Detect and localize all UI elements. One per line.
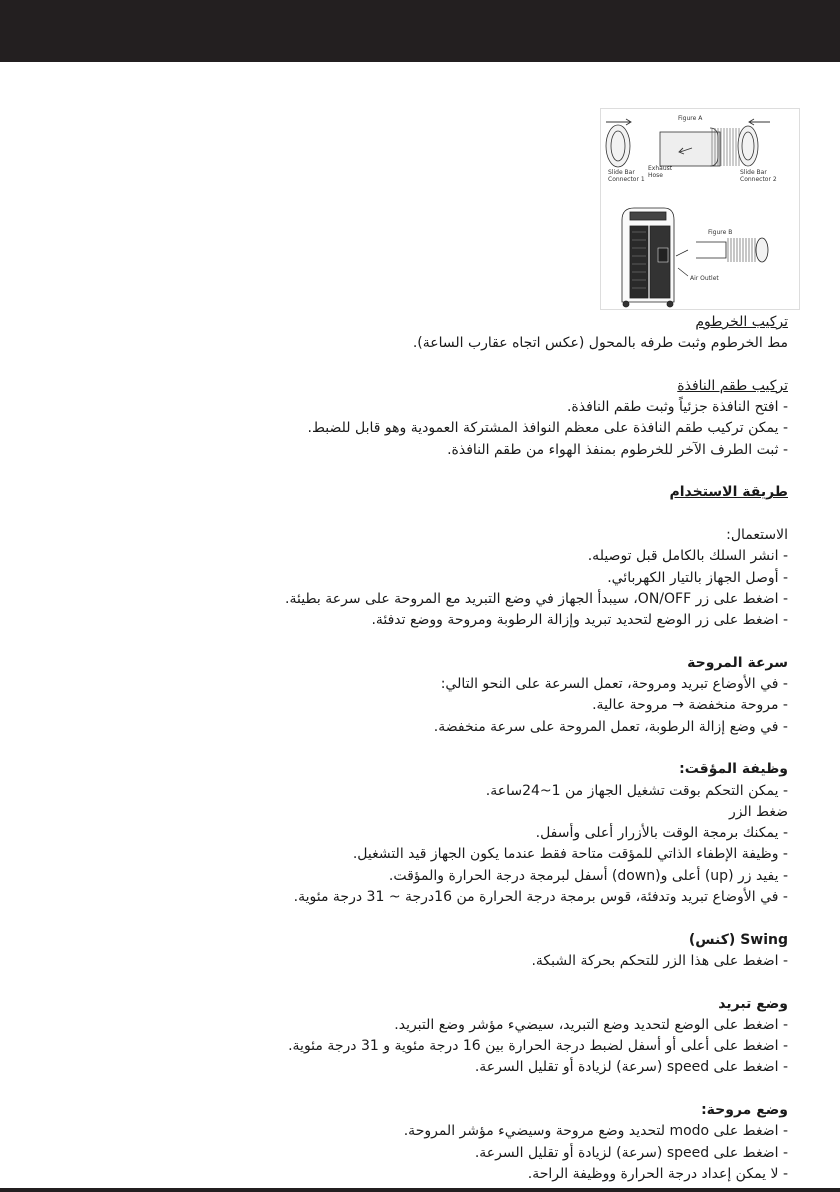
section-line: - مروحة منخفضة → مروحة عالية.: [592, 697, 788, 714]
section-line: - اضغط على زر ON/OFF، سيبدأ الجهاز في وضع التبريد مع المروحة على سرعة بطيئة.: [285, 590, 788, 607]
section-title-fan-speed: سرعة المروحة: [687, 654, 788, 671]
section-title-usage: الاستعمال:: [726, 526, 788, 543]
section-line: - أوصل الجهاز بالتيار الكهربائي.: [607, 569, 788, 586]
slide-bar-connector-1-label-line1: Slide Bar: [608, 169, 635, 176]
section-line: - لا يمكن إعداد درجة الحرارة ووظيفة الراحة.: [527, 1165, 788, 1182]
section-title-timer-function: وظيفة المؤقت:: [679, 761, 788, 778]
section-line: - في وضع إزالة الرطوبة، تعمل المروحة على سرعة منخفضة.: [433, 718, 788, 735]
section-line: - في الأوضاع تبريد وتدفئة، قوس برمجة درجة الحرارة من 16درجة ~ 31 درجة مئوية.: [293, 889, 788, 906]
section-line: - في الأوضاع تبريد ومروحة، تعمل السرعة على النحو التالي:: [440, 676, 788, 693]
slide-bar-connector-2-label-line1: Slide Bar: [740, 169, 767, 176]
section-line: - افتح النافذة جزئياً وثبت طقم النافذة.: [566, 399, 788, 416]
section-line: - اضغط على الوضع لتحديد وضع التبريد، سيضيء مؤشر وضع التبريد.: [394, 1016, 788, 1033]
section-line: - اضغط على هذا الزر للتحكم بحركة الشبكة.: [531, 952, 788, 969]
installation-figure: [600, 108, 800, 310]
section-title-usage-method: طريقة الاستخدام: [669, 484, 788, 501]
section-line: - اضغط على speed (سرعة) لزيادة أو تقليل السرعة.: [474, 1059, 788, 1076]
instructions-content: [18, 312, 788, 1185]
section-title-swing: Swing (كنس): [688, 931, 788, 948]
section-line: - يمكن تركيب طقم النافذة على معظم النوافذ المشتركة العمودية وهو قابل للضبط.: [307, 420, 788, 437]
section-title-hose-installation: تركيب الخرطوم: [695, 314, 788, 330]
slide-bar-connector-2-label-line2: Connector 2: [740, 176, 777, 183]
section-title-cool-mode: وضع تبريد: [718, 995, 788, 1012]
exhaust-hose-label-line2: Hose: [648, 172, 663, 179]
section-title-window-kit: تركيب طقم النافذة: [677, 377, 788, 394]
section-line: - يمكنك برمجة الوقت بالأزرار أعلى وأسفل.: [535, 825, 788, 842]
header-bar: [0, 0, 840, 62]
section-line: ضغط الزر: [728, 803, 788, 820]
air-outlet-label: Air Outlet: [690, 275, 719, 282]
section-line: مط الخرطوم وثبت طرفه بالمحول (عكس اتجاه عقارب الساعة).: [412, 335, 788, 352]
section-line: - ثبت الطرف الآخر للخرطوم بمنفذ الهواء من طقم النافذة.: [447, 441, 788, 458]
slide-bar-connector-1-label-line2: Connector 1: [608, 176, 645, 183]
section-line: - يمكن التحكم بوقت تشغيل الجهاز من 1~24ساعة.: [485, 782, 788, 799]
figure-b-label: Figure B: [708, 229, 733, 236]
exhaust-hose-label-line1: Exhaust: [648, 165, 673, 172]
section-line: - انشر السلك بالكامل قبل توصيله.: [587, 548, 788, 565]
figure-a-label: Figure A: [678, 115, 703, 122]
footer-bar: [0, 1188, 840, 1192]
section-title-fan-mode: وضع مروحة:: [701, 1101, 788, 1118]
section-line: - يفيد زر (up) أعلى و(down) أسفل لبرمجة درجة الحرارة والمؤقت.: [388, 867, 788, 884]
section-line: - اضغط على أعلى أو أسفل لضبط درجة الحرارة بين 16 درجة مئوية و 31 درجة مئوية.: [288, 1038, 788, 1055]
section-line: - اضغط على modo لتحديد وضع مروحة وسيضيء مؤشر المروحة.: [403, 1123, 788, 1140]
section-line: - وظيفة الإطفاء الذاتي للمؤقت متاحة فقط عندما يكون الجهاز قيد التشغيل.: [352, 846, 788, 863]
section-line: - اضغط على زر الوضع لتحديد تبريد وإزالة الرطوبة ومروحة ووضع تدفئة.: [371, 612, 788, 629]
section-line: - اضغط على speed (سرعة) لزيادة أو تقليل السرعة.: [474, 1144, 788, 1161]
